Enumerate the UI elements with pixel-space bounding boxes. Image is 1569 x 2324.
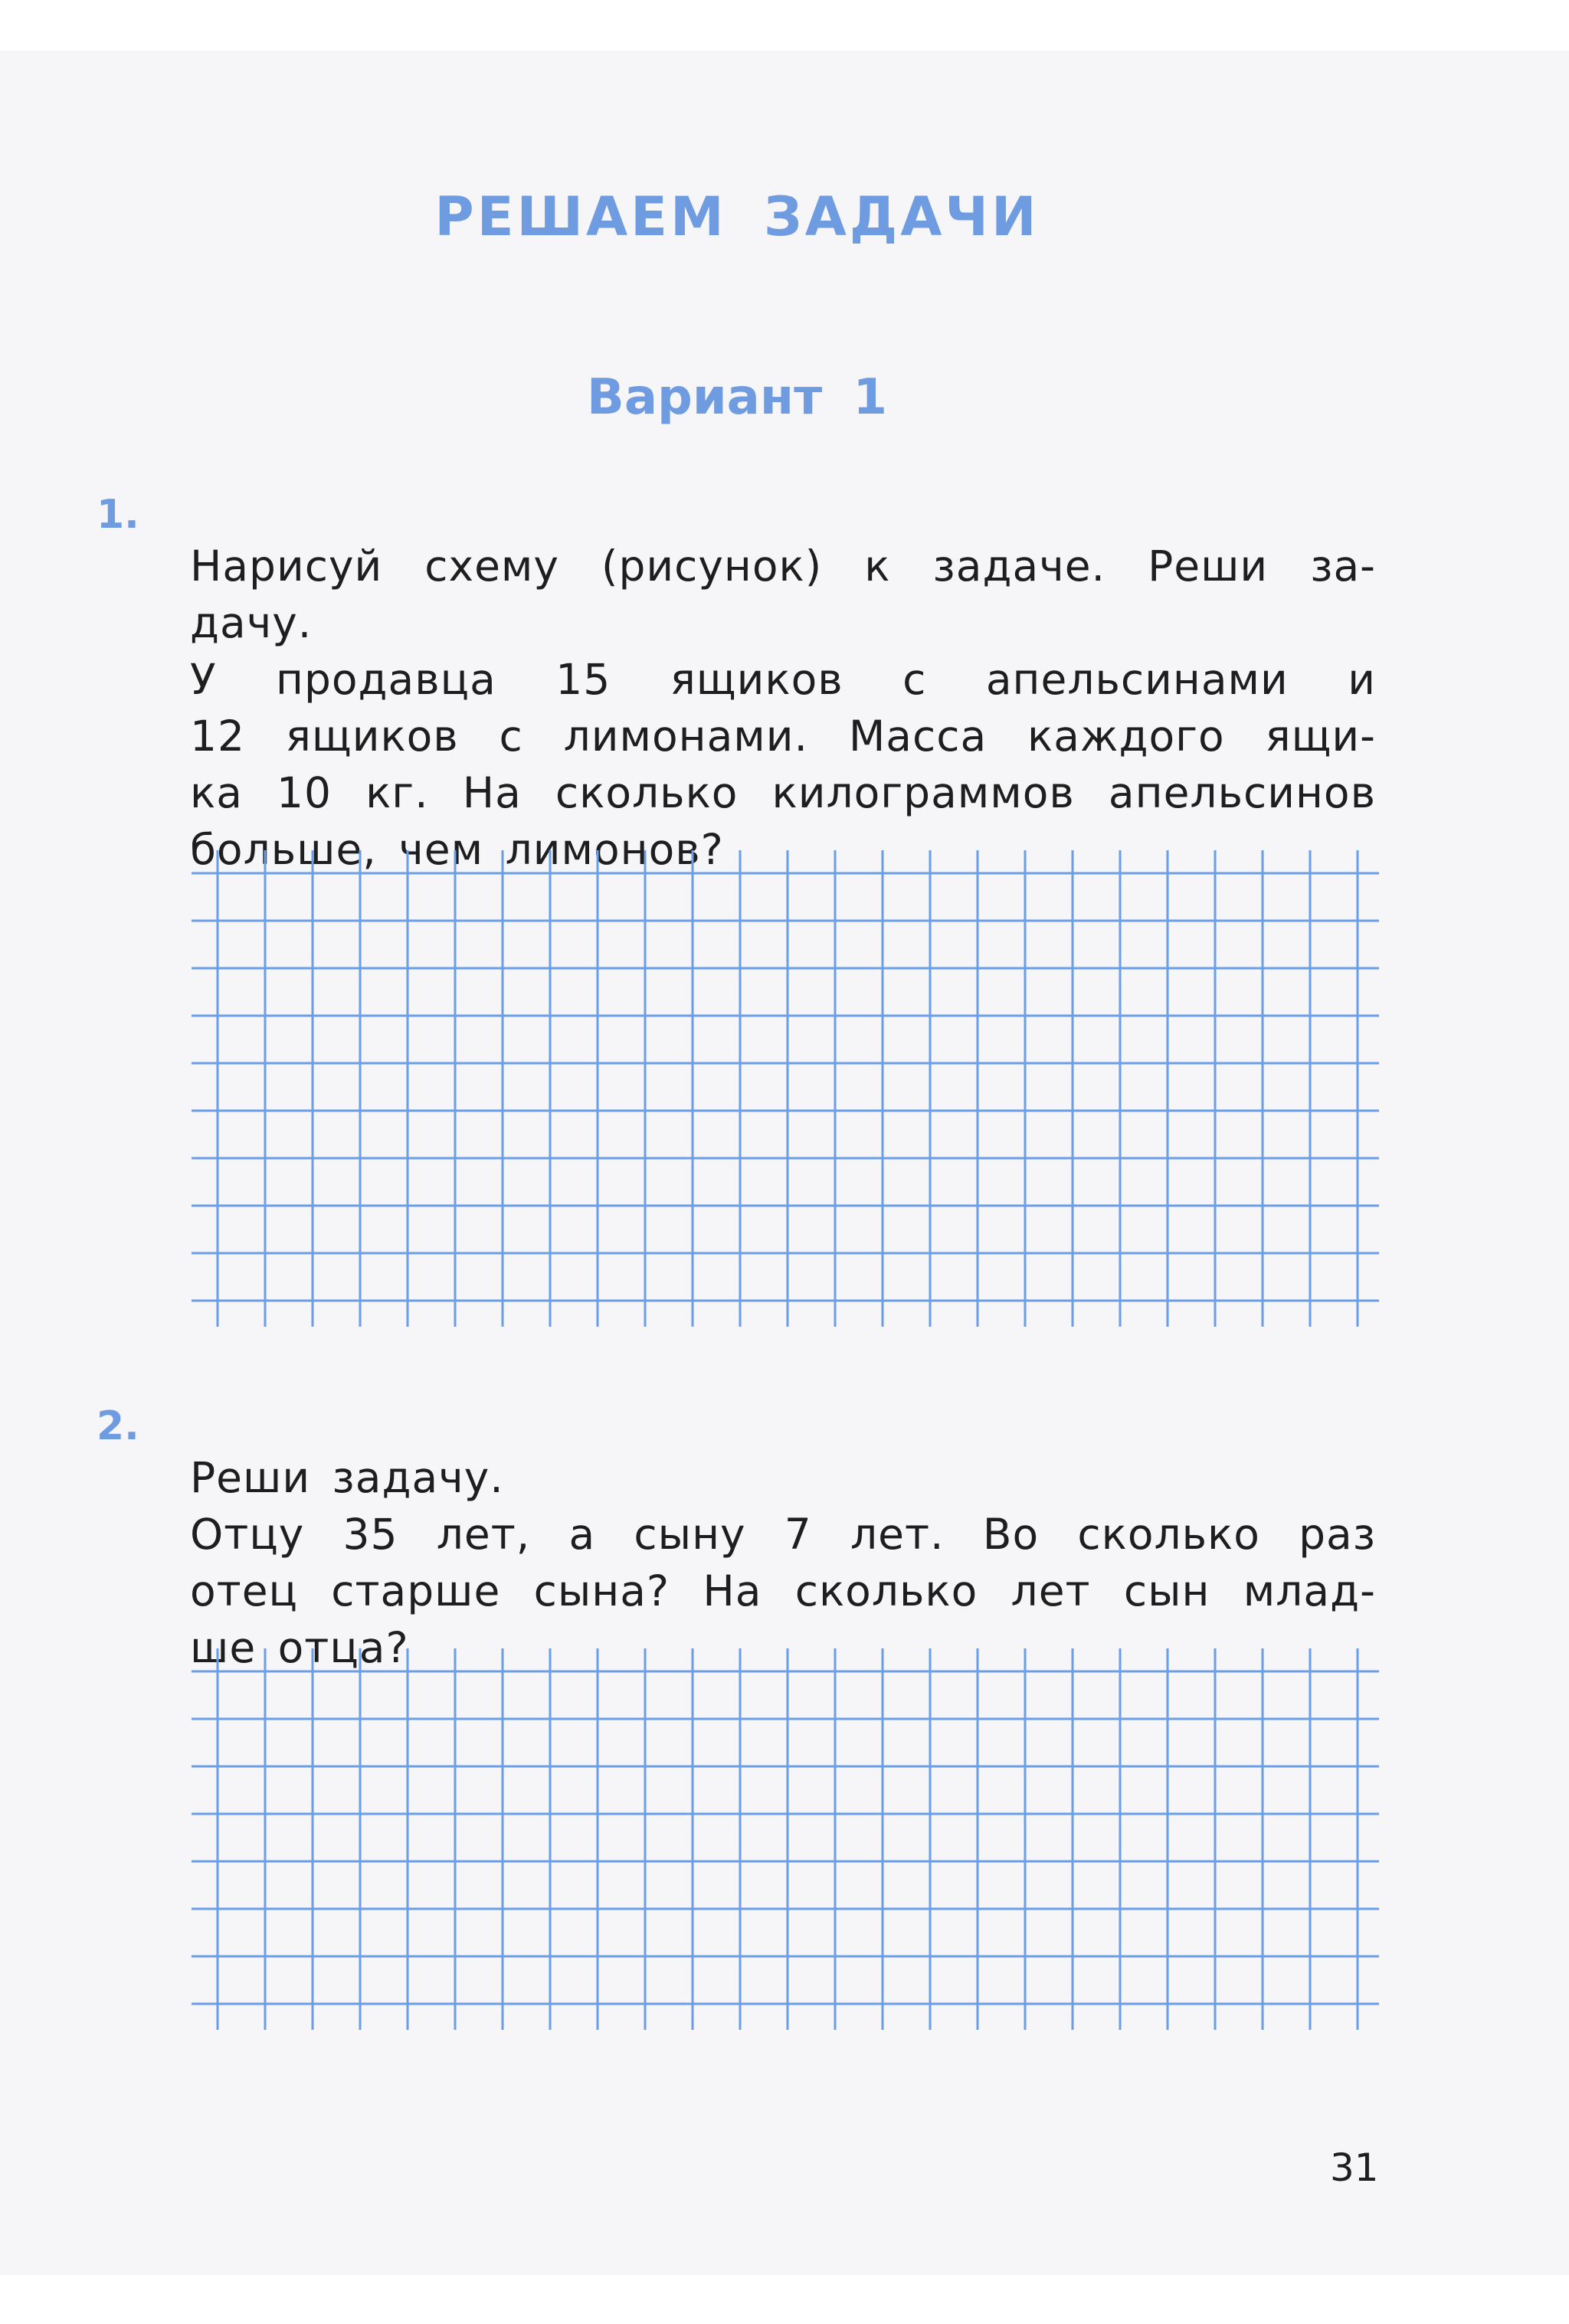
grid-lines-2 (192, 1648, 1379, 2030)
task-1-line-6: больше, чем лимонов? (190, 825, 724, 874)
task-2-line-3: отец старше сына? На сколько лет сын млад- (190, 1566, 1376, 1615)
task-2-line-2: Отцу 35 лет, а сыну 7 лет. Во сколько раз (190, 1510, 1376, 1559)
task-1-answer-grid[interactable] (192, 850, 1379, 1327)
task-1-line-4: 12 ящиков с лимонами. Масса каждого ящи- (190, 712, 1376, 761)
task-2-line-1: Реши задачу. (190, 1453, 504, 1502)
task-2-line-4: ше отца? (190, 1623, 409, 1672)
task-2-number: 2. (97, 1403, 139, 1449)
task-1-line-3: У продавца 15 ящиков с апельсинами и (190, 655, 1376, 704)
task-2-text (190, 1449, 1376, 1676)
task-1-line-5: ка 10 кг. На сколько килограммов апельсинов (190, 768, 1376, 817)
workbook-page (0, 51, 1569, 2275)
task-1-line-1: Нарисуй схему (рисунок) к задаче. Реши за- (190, 542, 1376, 591)
grid-lines-1 (192, 850, 1379, 1327)
task-2-answer-grid[interactable] (192, 1648, 1379, 2030)
page-number: 31 (1330, 2146, 1379, 2190)
task-1-text (190, 538, 1376, 878)
page-title: РЕШАЕМ ЗАДАЧИ (434, 185, 1040, 248)
variant-heading: Вариант 1 (587, 369, 887, 426)
task-1-number: 1. (97, 492, 139, 538)
task-1-line-2: дачу. (190, 598, 313, 647)
